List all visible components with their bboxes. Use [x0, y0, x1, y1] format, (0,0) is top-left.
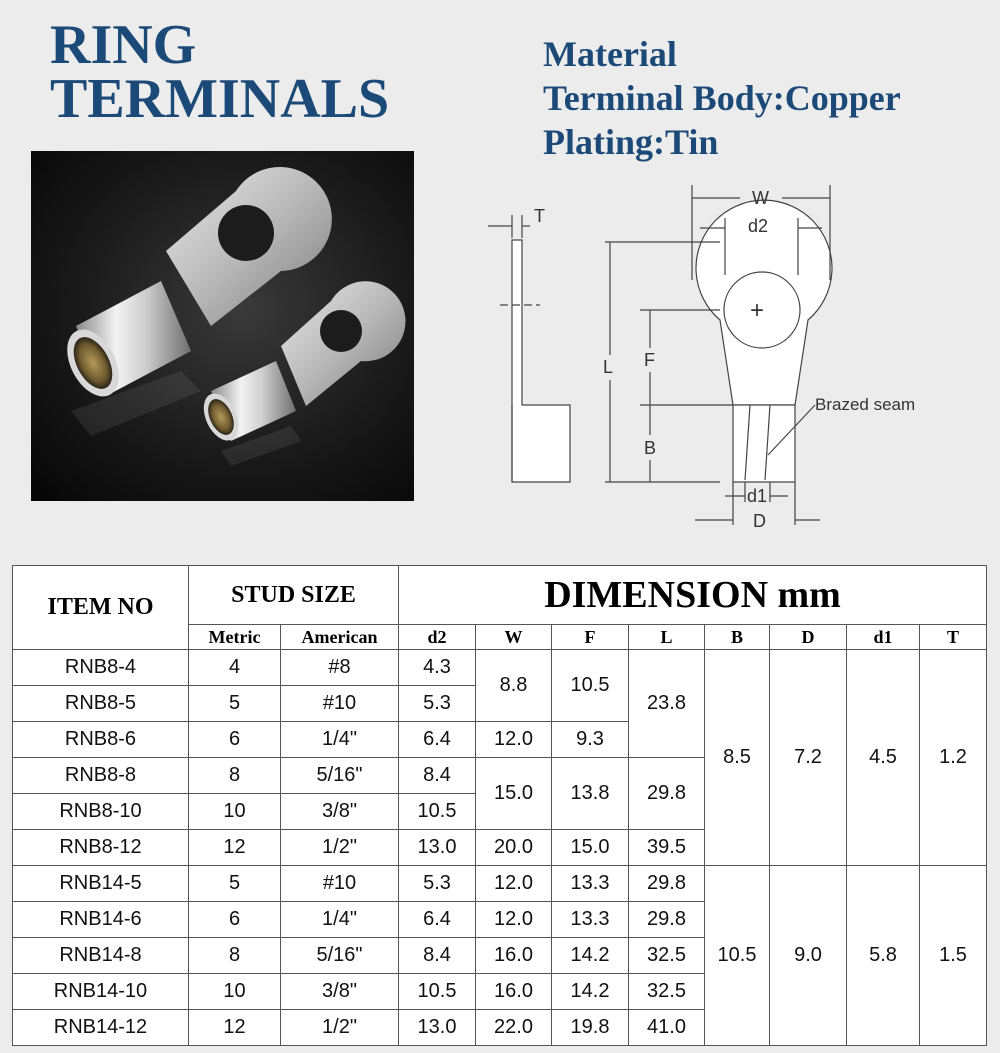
title-line-2: TERMINALS	[50, 68, 390, 130]
cell-d2: 6.4	[399, 902, 476, 938]
cell-W: 16.0	[476, 974, 552, 1010]
cell-american: 5/16"	[281, 758, 399, 794]
cell-american: #10	[281, 686, 399, 722]
dim-d1-D	[695, 482, 820, 531]
cell-american: 3/8"	[281, 794, 399, 830]
material-body: Terminal Body:Copper	[543, 78, 901, 118]
cell-american: 1/2"	[281, 1010, 399, 1046]
cell-D: 7.2	[770, 650, 847, 866]
cell-item: RNB14-10	[13, 974, 189, 1010]
label-L: L	[603, 357, 614, 377]
cell-item: RNB8-8	[13, 758, 189, 794]
cell-F: 10.5	[552, 650, 629, 722]
table-row	[13, 866, 987, 902]
cell-item: RNB8-12	[13, 830, 189, 866]
header-L: L	[629, 625, 705, 650]
cell-item: RNB14-6	[13, 902, 189, 938]
specification-table	[12, 565, 987, 1046]
cell-item: RNB14-5	[13, 866, 189, 902]
cell-metric: 8	[189, 758, 281, 794]
cell-d1: 4.5	[847, 650, 920, 866]
cell-W: 15.0	[476, 758, 552, 830]
cell-F: 15.0	[552, 830, 629, 866]
cell-L: 29.8	[629, 758, 705, 830]
cell-F: 13.8	[552, 758, 629, 830]
label-D: D	[753, 511, 766, 531]
header-dimension: DIMENSION mm	[399, 566, 987, 625]
cell-d2: 5.3	[399, 686, 476, 722]
cell-item: RNB8-5	[13, 686, 189, 722]
cell-L: 29.8	[629, 902, 705, 938]
cell-american: 1/4"	[281, 902, 399, 938]
cell-american: #10	[281, 866, 399, 902]
cell-d2: 10.5	[399, 974, 476, 1010]
cell-item: RNB14-12	[13, 1010, 189, 1046]
cell-T: 1.5	[920, 866, 987, 1046]
cell-item: RNB8-6	[13, 722, 189, 758]
product-photo	[31, 151, 414, 501]
material-info	[543, 32, 901, 164]
cell-american: #8	[281, 650, 399, 686]
cell-metric: 6	[189, 722, 281, 758]
cell-american: 1/2"	[281, 830, 399, 866]
header-d2: d2	[399, 625, 476, 650]
label-brazed-seam: Brazed seam	[815, 395, 916, 414]
cell-W: 20.0	[476, 830, 552, 866]
header-D: D	[770, 625, 847, 650]
material-plating: Plating:Tin	[543, 122, 719, 162]
cell-item: RNB8-4	[13, 650, 189, 686]
cell-L: 29.8	[629, 866, 705, 902]
label-F: F	[644, 350, 655, 370]
cell-F: 19.8	[552, 1010, 629, 1046]
cell-F: 13.3	[552, 866, 629, 902]
header-F: F	[552, 625, 629, 650]
header-W: W	[476, 625, 552, 650]
cell-d2: 13.0	[399, 1010, 476, 1046]
material-heading: Material	[543, 34, 677, 74]
cell-american: 5/16"	[281, 938, 399, 974]
center-plus: +	[750, 297, 765, 324]
cell-L: 39.5	[629, 830, 705, 866]
cell-metric: 8	[189, 938, 281, 974]
label-d1: d1	[747, 486, 768, 506]
cell-d2: 10.5	[399, 794, 476, 830]
header-metric: Metric	[189, 625, 281, 650]
header-B: B	[705, 625, 770, 650]
cell-metric: 12	[189, 830, 281, 866]
label-T: T	[534, 206, 545, 226]
cell-W: 12.0	[476, 866, 552, 902]
label-W: W	[752, 188, 769, 208]
cell-metric: 5	[189, 686, 281, 722]
cell-d1: 5.8	[847, 866, 920, 1046]
cell-d2: 6.4	[399, 722, 476, 758]
cell-american: 3/8"	[281, 974, 399, 1010]
cell-F: 14.2	[552, 974, 629, 1010]
cell-d2: 4.3	[399, 650, 476, 686]
cell-item: RNB8-10	[13, 794, 189, 830]
label-d2: d2	[748, 216, 769, 236]
cell-L: 32.5	[629, 938, 705, 974]
header-T: T	[920, 625, 987, 650]
header-item-no: ITEM NO	[13, 566, 189, 650]
cell-d2: 13.0	[399, 830, 476, 866]
table-row	[13, 650, 987, 686]
cell-T: 1.2	[920, 650, 987, 866]
cell-W: 12.0	[476, 722, 552, 758]
cell-L: 32.5	[629, 974, 705, 1010]
label-B: B	[644, 438, 657, 458]
cell-F: 9.3	[552, 722, 629, 758]
cell-F: 14.2	[552, 938, 629, 974]
cell-B: 10.5	[705, 866, 770, 1046]
header-d1: d1	[847, 625, 920, 650]
cell-item: RNB14-8	[13, 938, 189, 974]
cell-W: 16.0	[476, 938, 552, 974]
cell-metric: 12	[189, 1010, 281, 1046]
dim-F-B	[640, 310, 733, 482]
header-american: American	[281, 625, 399, 650]
cell-F: 13.3	[552, 902, 629, 938]
cell-metric: 6	[189, 902, 281, 938]
cell-d2: 8.4	[399, 938, 476, 974]
title-line-1: RING	[50, 14, 197, 76]
cell-B: 8.5	[705, 650, 770, 866]
cell-american: 1/4"	[281, 722, 399, 758]
cell-metric: 5	[189, 866, 281, 902]
ring-terminals-photo	[31, 151, 414, 501]
cell-d2: 8.4	[399, 758, 476, 794]
header-stud-size: STUD SIZE	[189, 566, 399, 625]
side-view	[488, 206, 570, 482]
cell-metric: 4	[189, 650, 281, 686]
cell-metric: 10	[189, 794, 281, 830]
cell-d2: 5.3	[399, 866, 476, 902]
cell-L: 23.8	[629, 650, 705, 758]
terminal-diagram	[470, 180, 950, 540]
cell-metric: 10	[189, 974, 281, 1010]
cell-W: 12.0	[476, 902, 552, 938]
cell-D: 9.0	[770, 866, 847, 1046]
cell-W: 8.8	[476, 650, 552, 722]
cell-L: 41.0	[629, 1010, 705, 1046]
cell-W: 22.0	[476, 1010, 552, 1046]
page-title	[50, 14, 390, 130]
